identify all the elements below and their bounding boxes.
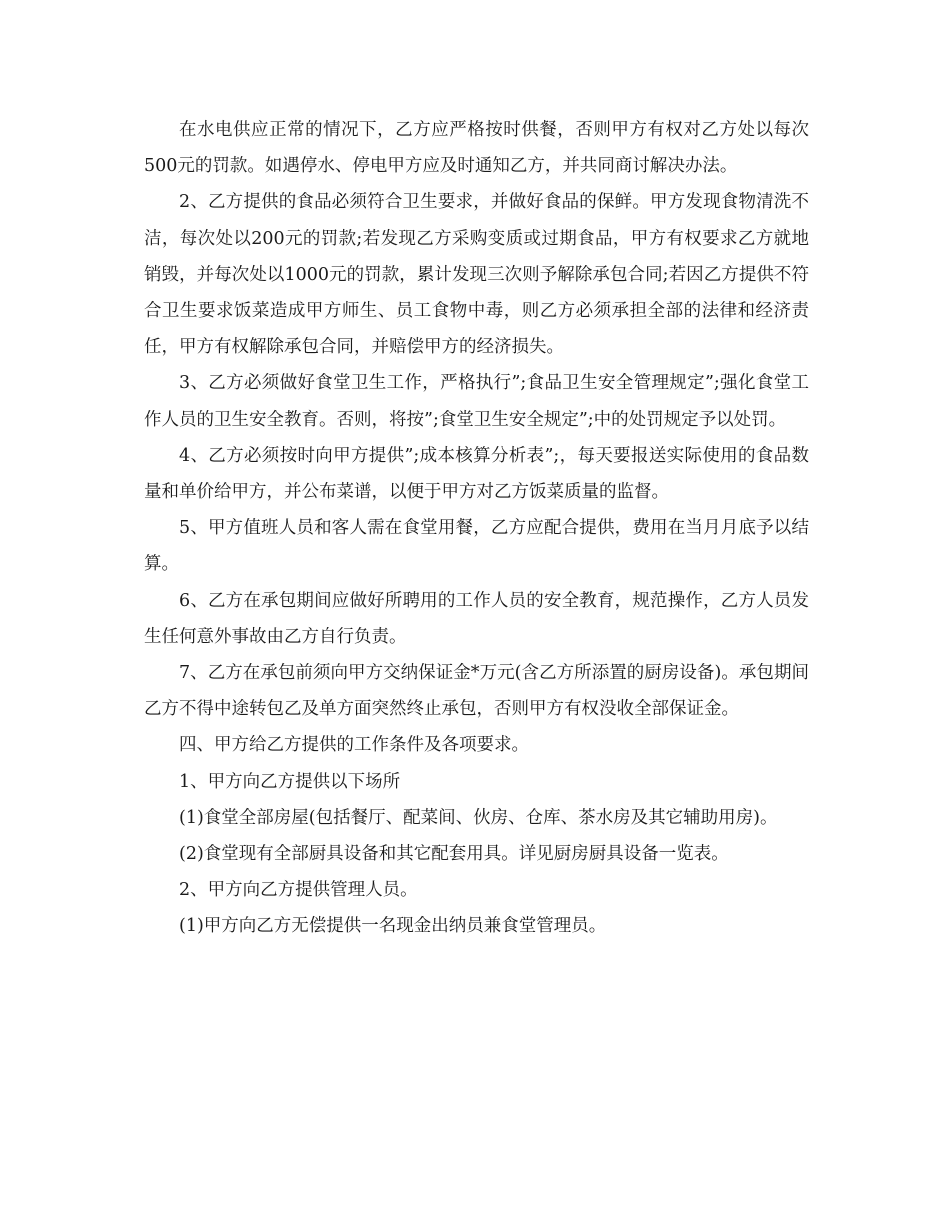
- paragraph-premises: 1、甲方向乙方提供以下场所: [179, 771, 401, 792]
- paragraph-clause-5-staff-meals: 5、甲方值班人员和客人需在食堂用餐，乙方应配合提供，费用在当月月底予以结算。: [144, 518, 809, 575]
- paragraph-premises-item-1: (1)食堂全部房屋(包括餐厅、配菜间、伙房、仓库、茶水房及其它辅助用房)。: [179, 807, 778, 828]
- paragraph-management-staff: 2、甲方向乙方提供管理人员。: [179, 880, 418, 901]
- paragraph-clause-3-canteen-sanitation: 3、乙方必须做好食堂卫生工作，严格执行”;食品卫生安全管理规定”;强化食堂工作人员的卫生安全教育。否则，将按”;食堂卫生安全规定”;中的处罚规定予以处罚。: [144, 373, 809, 430]
- paragraph-water-power: 在水电供应正常的情况下，乙方应严格按时供餐，否则甲方有权对乙方处以每次500元的罚款。如遇停水、停电甲方应及时通知乙方，并共同商讨解决办法。: [144, 120, 809, 177]
- paragraph-premises-item-2: (2)食堂现有全部厨具设备和其它配套用具。详见厨房厨具设备一览表。: [179, 844, 729, 865]
- paragraph-clause-7-deposit: 7、乙方在承包前须向甲方交纳保证金*万元(含乙方所添置的厨房设备)。承包期间乙方不得中途转包乙及单方面突然终止承包，否则甲方有权没收全部保证金。: [144, 663, 809, 720]
- section-heading-4: 四、甲方给乙方提供的工作条件及各项要求。: [179, 735, 529, 756]
- document-body: [144, 112, 809, 945]
- paragraph-management-item-1: (1)甲方向乙方无偿提供一名现金出纳员兼食堂管理员。: [179, 916, 607, 937]
- paragraph-clause-2-food-hygiene: 2、乙方提供的食品必须符合卫生要求，并做好食品的保鲜。甲方发现食物清洗不洁，每次处以200元的罚款;若发现乙方采购变质或过期食品，甲方有权要求乙方就地销毁，并每次处以1000元的罚款，累计发现三次则予解除承包合同;若因乙方提供不符合卫生要求饭菜造成甲方师生、员工食物中毒，则乙方必须承担全部的法律和经济责任，甲方有权解除承包合同，并赔偿甲方的经济损失。: [144, 192, 809, 358]
- paragraph-clause-4-cost-report: 4、乙方必须按时向甲方提供”;成本核算分析表”;，每天要报送实际使用的食品数量和单价给甲方，并公布菜谱，以便于甲方对乙方饭菜质量的监督。: [144, 445, 809, 503]
- paragraph-clause-6-safety-education: 6、乙方在承包期间应做好所聘用的工作人员的安全教育，规范操作，乙方人员发生任何意外事故由乙方自行负责。: [144, 590, 809, 647]
